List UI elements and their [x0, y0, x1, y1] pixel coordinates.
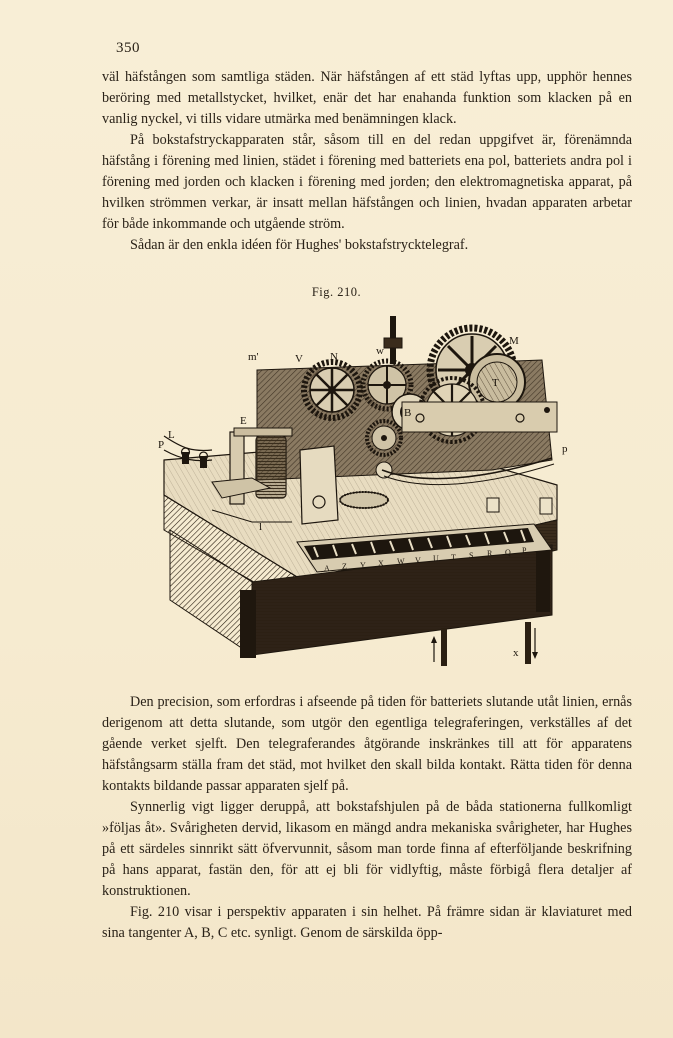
top-text-block	[102, 67, 632, 256]
paragraph: Den precision, som erfordras i afseende på tiden för batteriets slutande utåt linien, ernås derigenom att detta slutande, som utgör den egentliga telegraferingen, verkställes af det gående verket sjelft. Den telegraferandes åtgörande inskränkes till att för apparatens häfstångsarm ställa fram det städ, mot hvilket den skall bilda kontakt. Rätta tiden för denna kontakts bildande passar apparaten sjelf på.	[102, 694, 632, 794]
label-t: T	[492, 377, 499, 389]
telegraph-illustration	[152, 310, 572, 668]
key-letter: W	[397, 557, 405, 566]
key-letter: S	[469, 551, 474, 560]
key-letter: U	[433, 554, 439, 563]
page-number: 350	[116, 40, 140, 56]
label-m: M	[509, 335, 519, 347]
key-letter: X	[378, 559, 384, 568]
label-v: V	[295, 353, 303, 365]
label-p-left: P	[158, 439, 165, 451]
paragraph: Sådan är den enkla idéen för Hughes' bokstafstrycktelegraf.	[130, 237, 469, 253]
key-letter: P	[522, 546, 527, 555]
label-l-lower: l	[259, 521, 263, 533]
paragraph: Synnerlig vigt ligger deruppå, att bokstafshjulen på de båda stationerna fullkomligt »följas åt». Svårigheten dervid, likasom en mängd andra mekaniska svårigheter, har Hughes på ett särdeles sinnrikt sätt öfvervunnit, såsom man torde finna af efterföljande beskrifning på hans apparat, fastän den, för att ej bli för vidlyftig, måste förbigå flera detaljer af konstruktionen.	[102, 799, 632, 899]
label-m-prime: m'	[248, 351, 259, 363]
label-x: x	[513, 647, 519, 659]
leg-left	[240, 590, 256, 658]
key-letter: Y	[360, 561, 366, 570]
label-p-right: p	[562, 443, 568, 455]
bottom-text-block	[102, 692, 632, 944]
label-e: E	[240, 415, 247, 427]
paragraph: väl häfstången som samtliga städen. När häfstången af ett städ lyftas upp, upphör hennes beröring med metallstycket, hvilket, enär det har enahanda funktion som klacken på en vanlig nyckel, vi tills vidare utmärka med benämningen klack.	[102, 69, 632, 127]
key-letter: T	[451, 553, 456, 562]
label-w: w	[376, 345, 384, 357]
key-letter: A	[324, 564, 330, 573]
figure-caption: Fig. 210.	[311, 285, 362, 299]
key-letter: Z	[342, 562, 347, 571]
label-n: N	[330, 351, 338, 363]
leg-right	[536, 550, 550, 612]
paragraph: Fig. 210 visar i perspektiv apparaten i sin helhet. På främre sidan är klaviaturet med sina tangenter A, B, C etc. synligt. Genom de särskilda öpp-	[102, 904, 632, 941]
key-letter: R	[487, 549, 493, 558]
weight-rod-right	[525, 622, 531, 664]
label-l: L	[168, 429, 175, 441]
label-b: B	[404, 407, 412, 419]
telegraph-engraving	[152, 310, 572, 668]
key-letter: Q	[505, 548, 511, 557]
weight-rod-left	[441, 628, 447, 666]
key-letter: V	[415, 556, 421, 565]
frame-rail	[402, 402, 557, 432]
support-pillar	[300, 446, 338, 524]
paragraph: På bokstafstryckapparaten står, såsom till en del redan uppgifvet är, förenämnda häfstång i förening med linien, städet i förening med batteriets ena pol, batteriets andra pol i förening med jorden och klacken i förening med jorden; den elektromagnetiska apparat, på hvilken strömmen verkar, är insatt mellan häfstången och linien, hvadan apparaten arbetar för både inkommande och utgående ström.	[102, 132, 632, 232]
